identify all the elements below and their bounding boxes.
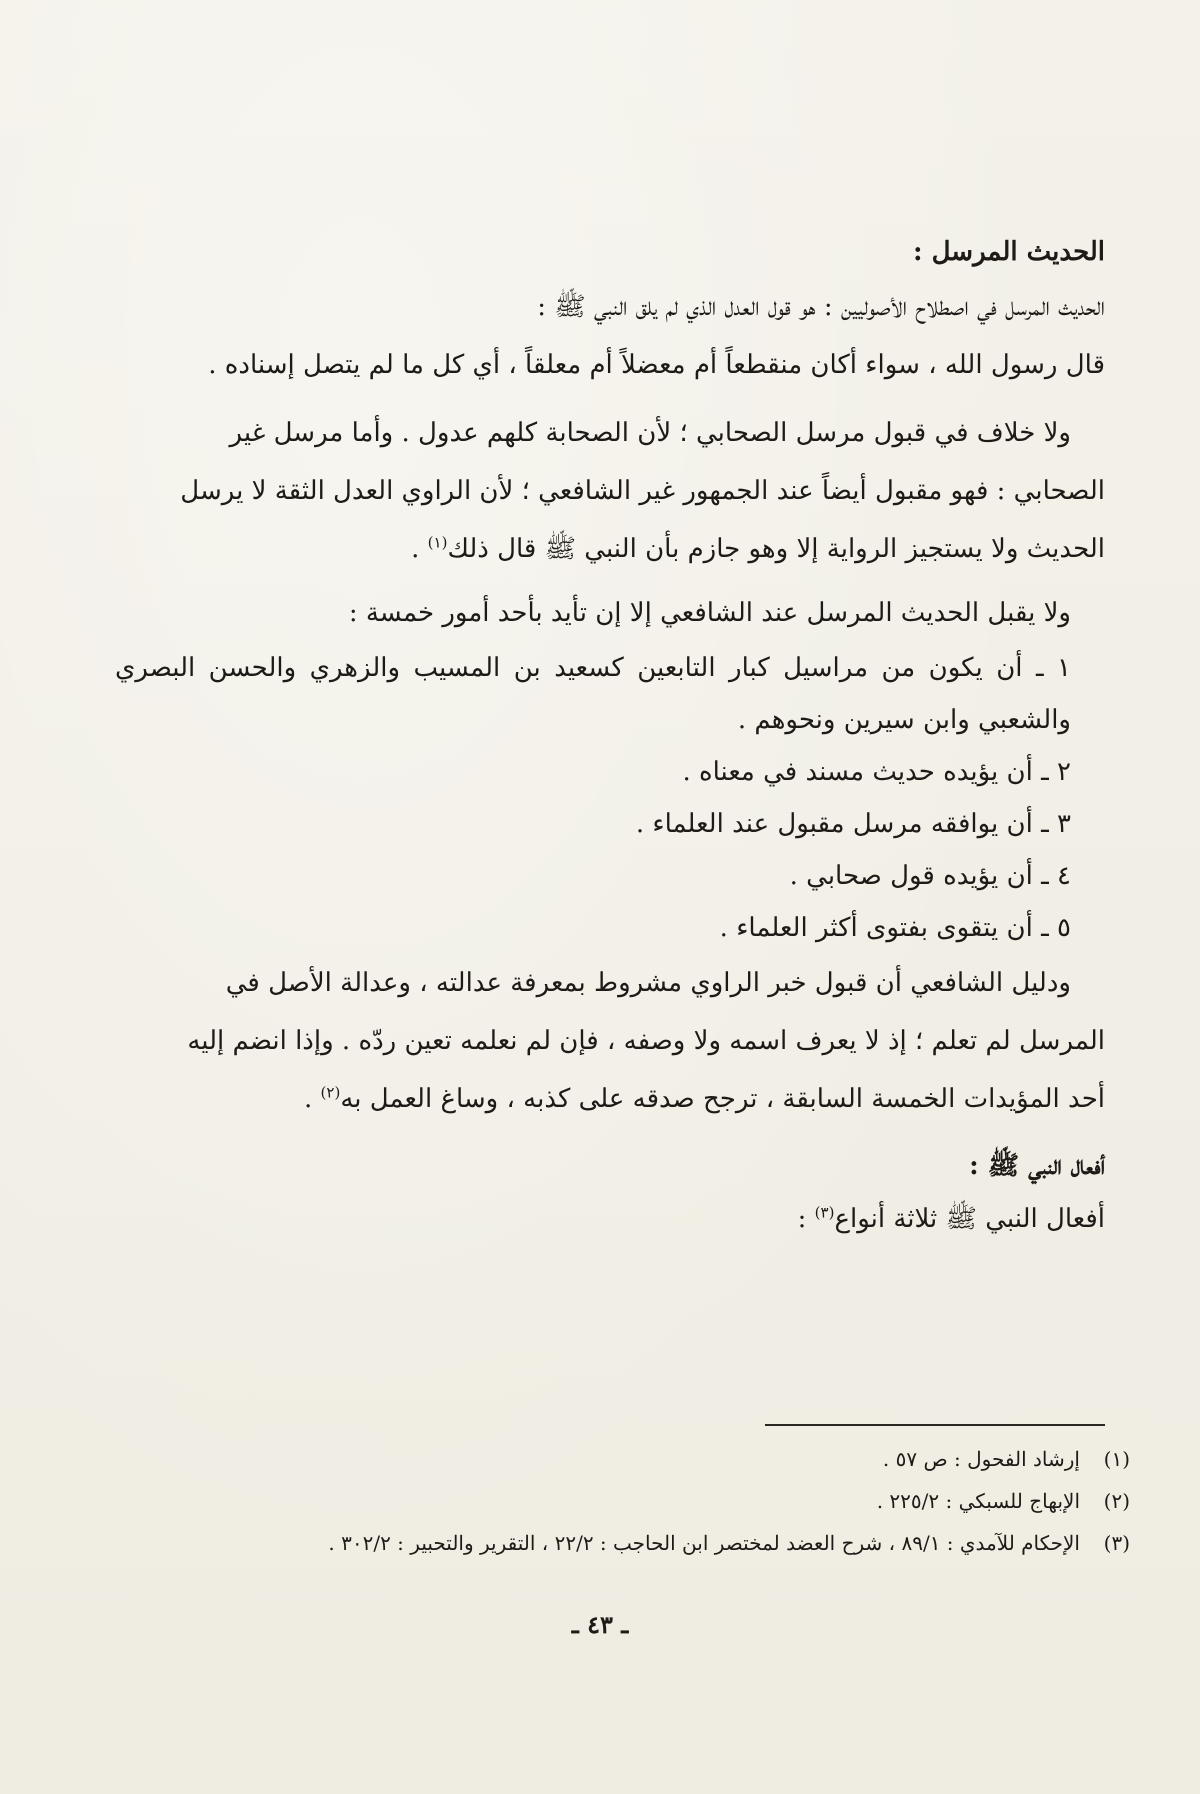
paragraph-shafii-evidence [115, 954, 1105, 1128]
main-text [115, 232, 1105, 1248]
list-item: ٢ ـ أن يؤيده حديث مسند في معناه . [682, 757, 1071, 787]
footnote-row [110, 1480, 1130, 1522]
footnote-text: الإحكام للآمدي : ٨٩/١ ، شرح العضد لمختصر ابن الحاجب : ٢٢/٢ ، التقرير والتحبير : ٣٠٢/٢ . [328, 1531, 1080, 1555]
footnote-number: (١) [1103, 1447, 1130, 1471]
footnote-text: إرشاد الفحول : ص ٥٧ . [882, 1447, 1080, 1471]
list-item: ١ ـ أن يكون من مراسيل كبار التابعين كسعيد بن المسيب والزهري والحسن البصري والشعبي وابن سيرين ونحوهم . [115, 653, 1071, 735]
paragraph-afal [115, 1190, 1105, 1248]
acceptance-end: . [411, 534, 428, 564]
evidence-end: . [304, 1084, 321, 1114]
paragraph-shafii-conditions: ولا يقبل الحديث المرسل عند الشافعي إلا إن تأيد بأحد أمور خمسة : [348, 598, 1071, 628]
acceptance-line-3: الحديث ولا يستجيز الرواية إلا وهو جازم بأن النبي ﷺ قال ذلك [447, 534, 1105, 564]
footnote-number: (٢) [1103, 1489, 1130, 1513]
afal-end: : [797, 1204, 815, 1234]
definition-line-1: الحديث المرسل في اصطلاح الأصوليين : هو قول العدل الذي لم يلق النبي ﷺ : [537, 292, 1105, 322]
page-number: ـ ٤٣ ـ [571, 1610, 629, 1639]
footnote-divider [765, 1424, 1105, 1426]
list-item: ٥ ـ أن يتقوى بفتوى أكثر العلماء . [719, 913, 1071, 943]
section-heading-mursal: الحديث المرسل : [912, 237, 1105, 267]
section-heading-afal: أفعال النبي ﷺ : [969, 1151, 1105, 1181]
evidence-line-2: المرسل لم تعلم ؛ إذ لا يعرف اسمه ولا وصفه ، فإن لم نعلمه تعين ردّه . وإذا انضم إليه [187, 1026, 1105, 1056]
footnote-text: الإبهاج للسبكي : ٢٢٥/٢ . [876, 1489, 1080, 1513]
footnote-ref-1[interactable]: (١) [427, 533, 448, 552]
afal-line: أفعال النبي ﷺ ثلاثة أنواع [834, 1204, 1105, 1234]
paragraph-acceptance [115, 404, 1105, 578]
acceptance-line-1: ولا خلاف في قبول مرسل الصحابي ؛ لأن الصحابة كلهم عدول . وأما مرسل غير [229, 418, 1071, 448]
footnote-row [110, 1438, 1130, 1480]
footnote-row [110, 1522, 1130, 1564]
paragraph-definition [115, 278, 1105, 394]
acceptance-line-2: الصحابي : فهو مقبول أيضاً عند الجمهور غير الشافعي ؛ لأن الراوي العدل الثقة لا يرسل [180, 476, 1105, 506]
footnote-ref-2[interactable]: (٢) [320, 1083, 341, 1102]
conditions-list [115, 642, 1105, 954]
footnote-ref-3[interactable]: (٣) [814, 1203, 835, 1222]
evidence-line-3: أحد المؤيدات الخمسة السابقة ، ترجح صدقه على كذبه ، وساغ العمل به [340, 1084, 1105, 1114]
footnote-number: (٣) [1103, 1531, 1130, 1555]
evidence-line-1: ودليل الشافعي أن قبول خبر الراوي مشروط بمعرفة عدالته ، وعدالة الأصل في [225, 968, 1071, 998]
list-item: ٣ ـ أن يوافقه مرسل مقبول عند العلماء . [635, 809, 1071, 839]
list-item: ٤ ـ أن يؤيده قول صحابي . [789, 861, 1071, 891]
footnotes [110, 1438, 1130, 1564]
definition-line-2: قال رسول الله ، سواء أكان منقطعاً أم معضلاً أم معلقاً ، أي كل ما لم يتصل إسناده . [208, 350, 1105, 380]
